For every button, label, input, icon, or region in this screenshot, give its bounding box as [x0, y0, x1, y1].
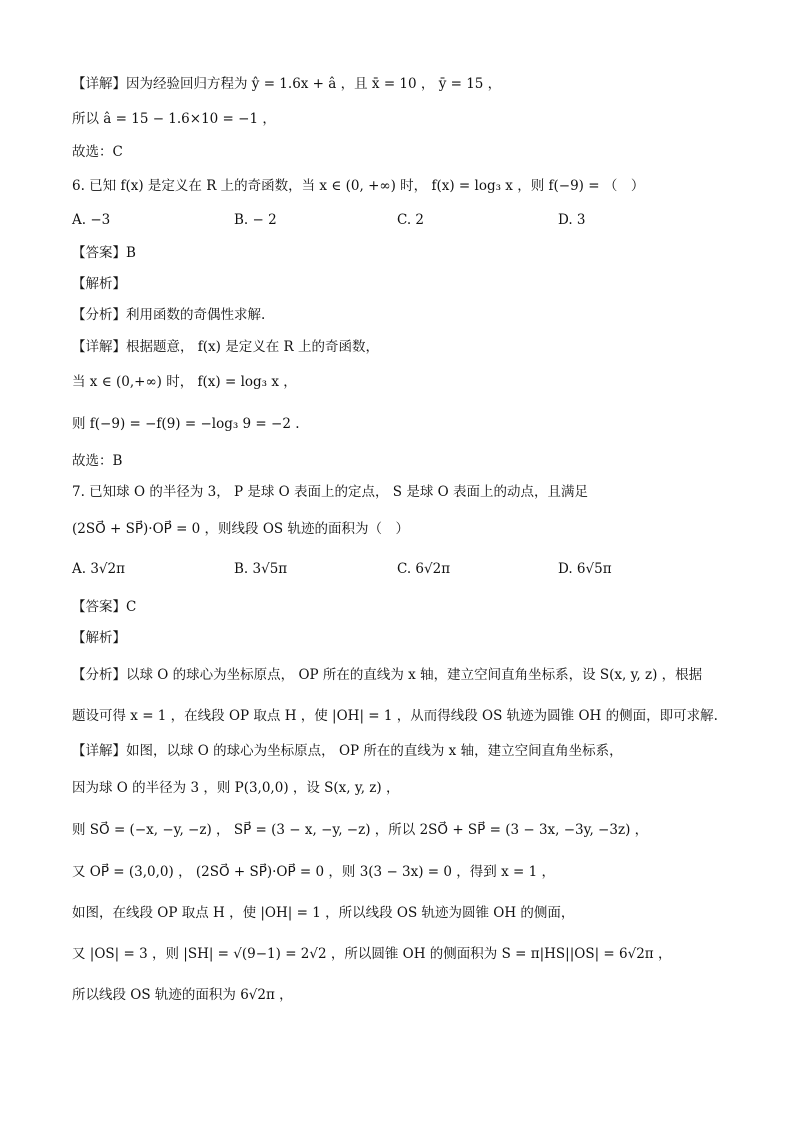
q7-option-c: C. 6√2π: [397, 561, 451, 577]
q7-detail-line: 又 |OS| = 3 ，则 |SH| = √(9−1) = 2√2 ，所以圆锥 OH 的侧面积为 S = π|HS||OS| = 6√2π ，: [72, 946, 672, 962]
question-7: 7. 已知球 O 的半径为 3， P 是球 O 表面上的定点， S 是球 O 表面上的动点，且满足: [72, 484, 588, 500]
q7-option-b: B. 3√5π: [234, 561, 288, 577]
solution-line: 所以 â = 15 − 1.6×10 = −1 ，: [72, 111, 276, 127]
q6-detail-line: 当 x ∈ (0,+∞) 时， f(x) = log₃ x ，: [72, 374, 297, 390]
q6-option-d: D. 3: [558, 212, 586, 228]
q7-analysis-heading: 【解析】: [72, 630, 126, 646]
q7-detail-line: 如图，在线段 OP 取点 H ，使 |OH| = 1 ，所以线段 OS 轨迹为圆锥 OH 的侧面，: [72, 905, 575, 921]
q7-option-d: D. 6√5π: [558, 561, 612, 577]
q7-detail-line: 又 OP⃗ = (3,0,0) ， (2SO⃗ + SP⃗)·OP⃗ = 0 ，则 3(3 − 3x) = 0 ，得到 x = 1 ，: [72, 864, 555, 880]
q6-answer: 【答案】B: [72, 245, 136, 261]
solution-detail-line: 【详解】因为经验回归方程为 ŷ = 1.6x + â ，且 x̄ = 10 ， ȳ = 15 ，: [72, 76, 502, 92]
q6-detail: 【详解】根据题意， f(x) 是定义在 R 上的奇函数，: [72, 339, 379, 355]
q7-detail-line: 则 SO⃗ = (−x, −y, −z) ， SP⃗ = (3 − x, −y, −z) ，所以 2SO⃗ + SP⃗ = (3 − 3x, −3y, −3z) ，: [72, 822, 649, 838]
q7-option-a: A. 3√2π: [72, 561, 125, 577]
q6-option-a: A. −3: [72, 212, 111, 228]
q7-detail-line: 【详解】如图，以球 O 的球心为坐标原点， OP 所在的直线为 x 轴，建立空间直角坐标系，: [72, 743, 623, 759]
choice-line: 故选：C: [72, 144, 123, 160]
q6-analysis: 【分析】利用函数的奇偶性求解.: [72, 307, 266, 323]
q6-analysis-heading: 【解析】: [72, 276, 126, 292]
q7-detail-line: 所以线段 OS 轨迹的面积为 6√2π ，: [72, 987, 293, 1003]
q6-option-b: B. − 2: [234, 212, 277, 228]
question-7-condition: (2SO⃗ + SP⃗)·OP⃗ = 0 ，则线段 OS 轨迹的面积为（ ）: [72, 521, 409, 537]
q6-option-c: C. 2: [397, 212, 425, 228]
question-6: 6. 已知 f(x) 是定义在 R 上的奇函数，当 x ∈ (0, +∞) 时， f(x) = log₃ x ，则 f(−9) = （ ）: [72, 178, 645, 194]
q7-analysis-line: 【分析】以球 O 的球心为坐标原点， OP 所在的直线为 x 轴，建立空间直角坐标系，设 S(x, y, z) ，根据: [72, 667, 703, 683]
q7-detail-line: 因为球 O 的半径为 3 ，则 P(3,0,0) ，设 S(x, y, z) ，: [72, 780, 400, 796]
q6-choice: 故选：B: [72, 453, 123, 469]
q7-answer: 【答案】C: [72, 599, 137, 615]
q6-detail-line: 则 f(−9) = −f(9) = −log₃ 9 = −2 .: [72, 416, 300, 432]
q7-analysis-line: 题设可得 x = 1 ，在线段 OP 取点 H ，使 |OH| = 1 ，从而得线段 OS 轨迹为圆锥 OH 的侧面，即可求解.: [72, 708, 718, 724]
